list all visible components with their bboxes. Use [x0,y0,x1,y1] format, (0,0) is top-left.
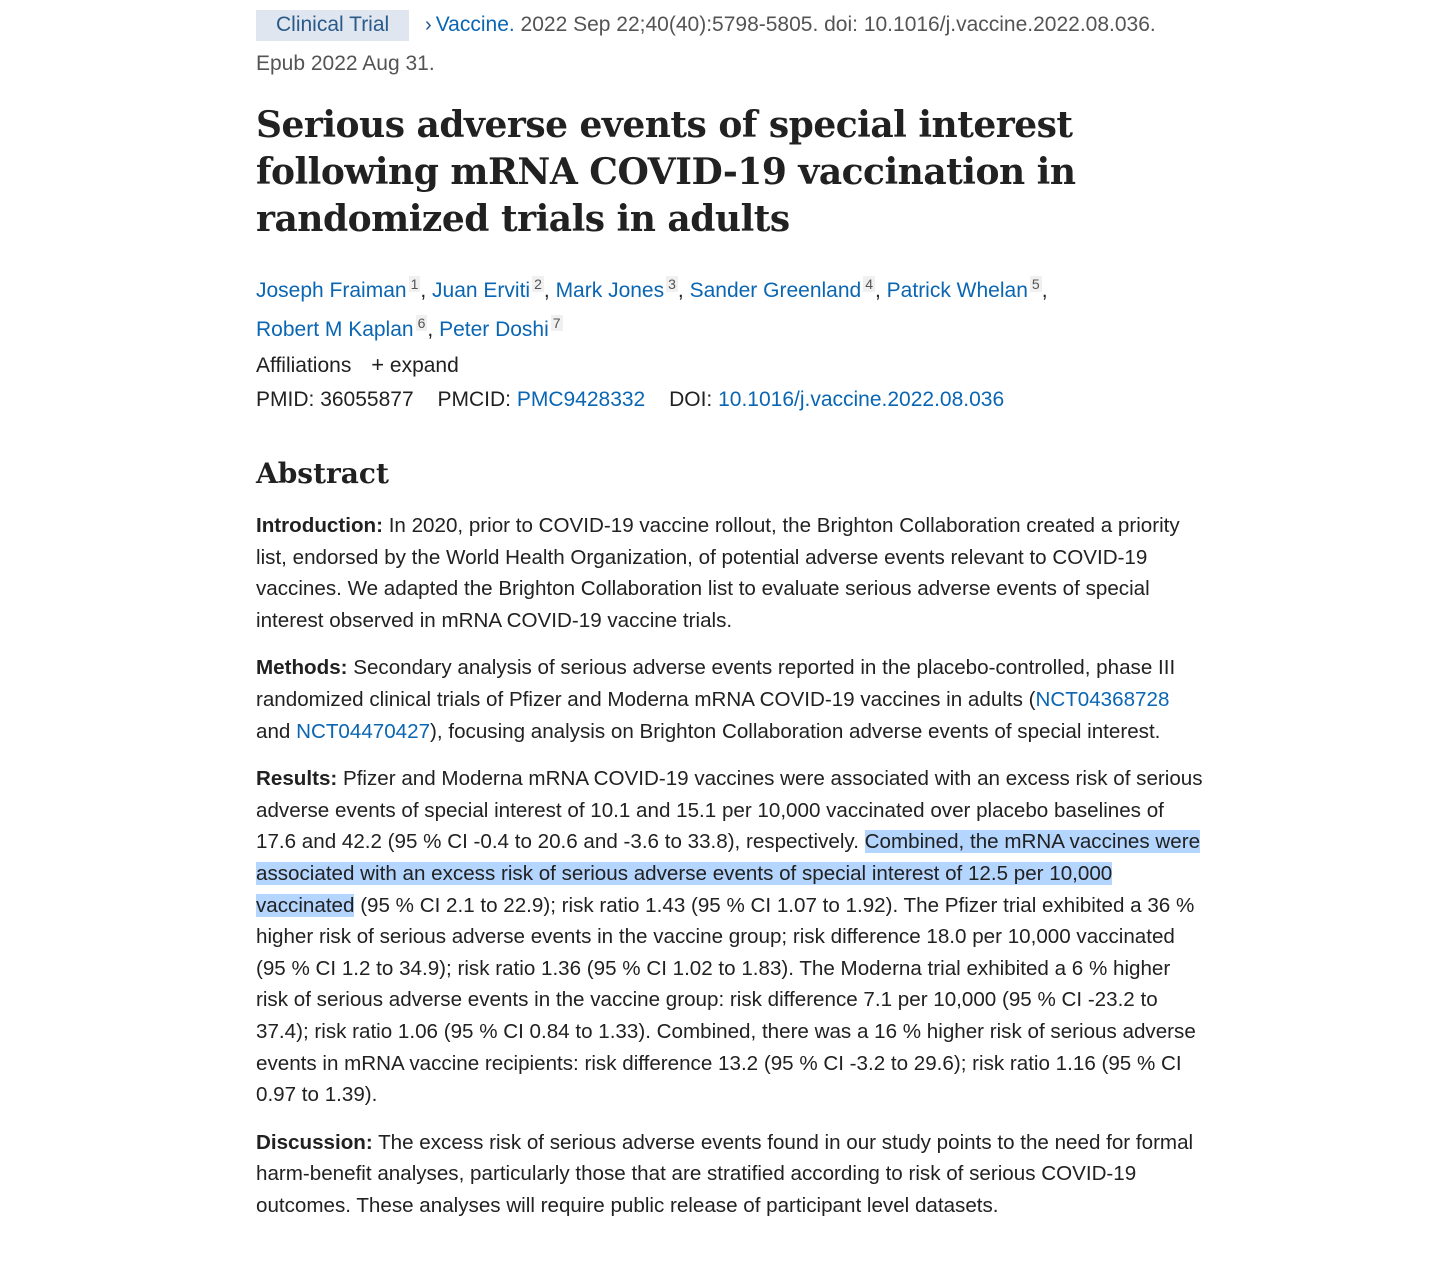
pmid-value: 36055877 [320,388,414,411]
trial-link[interactable]: NCT04470427 [296,719,431,743]
chevron-right-icon: › [425,14,432,36]
affiliation-ref[interactable]: 2 [534,276,542,292]
author-link[interactable]: Patrick Whelan [886,279,1028,302]
author-link[interactable]: Sander Greenland [689,279,862,302]
plus-icon: + [371,352,385,377]
publication-line [256,10,1156,42]
author-link[interactable]: Mark Jones [555,279,665,302]
abstract-results: Results: Pfizer and Moderna mRNA COVID-19 vaccines were associated with an excess risk of serious adverse events of special interest of 10.1 and 15.1 per 10,000 vaccinated over placebo baselines of 17.6 and 42.2 (95 % CI -0.4 to 20.6 and -3.6 to 33.8), respectively. Combined, the mRNA vaccines were associated with an excess risk of serious adverse events of special interest of 12.5 per 10,000 vaccinated (95 % CI 2.1 to 22.9); risk ratio 1.43 (95 % CI 1.07 to 1.92). The Pfizer trial exhibited a 36 % higher risk of serious adverse events in the vaccine group; risk difference 18.0 per 10,000 vaccinated (95 % CI 1.2 to 34.9); risk ratio 1.36 (95 % CI 1.02 to 1.83). The Moderna trial exhibited a 6 % higher risk of serious adverse events in the vaccine group: risk difference 7.1 per 10,000 (95 % CI -23.2 to 37.4); risk ratio 1.06 (95 % CI 0.84 to 1.33). Combined, there was a 16 % higher risk of serious adverse events in mRNA vaccine recipients: risk difference 13.2 (95 % CI -3.2 to 29.6); risk ratio 1.16 (95 % CI 0.97 to 1.39). [256,767,1203,1107]
abstract-body [256,510,1206,1237]
affiliation-ref[interactable]: 7 [552,315,561,331]
section-label: Introduction: [256,514,383,537]
author-item: Joseph Fraiman $^1$, [256,276,433,302]
article-title: Serious adverse events of special interest following mRNA COVID-19 vaccination in randomized trials in adults [256,104,1076,240]
author-item: Sander Greenland $^4$, [689,276,887,302]
author-link[interactable]: Joseph Fraiman [256,279,407,302]
abstract-heading: Abstract [256,457,389,490]
author-link[interactable]: Peter Doshi [439,318,549,341]
author-item: Mark Jones $^3$, [555,276,690,302]
affiliations-toggle[interactable] [256,352,459,378]
abstract-methods: Methods: Secondary analysis of serious adverse events reported in the placebo-controlled, phase III randomized clinical trials of Pfizer and Moderna mRNA COVID-19 vaccines in adults (NCT04368728 and NCT04470427), focusing analysis on Brighton Collaboration adverse events of special interest. [256,656,1176,743]
author-item: Juan Erviti $^2$, [432,276,556,302]
doi-link[interactable]: 10.1016/j.vaccine.2022.08.036 [718,388,1005,411]
pmid-label: PMID: [256,388,315,411]
section-label: Methods: [256,656,348,680]
pmcid-link[interactable]: PMC9428332 [516,388,646,411]
abstract-introduction [256,510,1206,636]
affiliation-ref[interactable]: 6 [417,315,426,331]
author-item [439,315,563,341]
epub-date: Epub 2022 Aug 31. [256,52,435,75]
publication-type-badge[interactable]: Clinical Trial [256,10,409,41]
author-item: Patrick Whelan $^5$, [886,276,1048,302]
section-text: The excess risk of serious adverse events found in our study points to the need for formal harm-benefit analyses, particularly those that are stratified according to risk of serious COVID-19 outcomes. These analyses will require public release of participant level datasets. [256,1130,1194,1217]
author-link[interactable]: Robert M Kaplan [256,318,414,341]
author-link[interactable]: Juan Erviti [432,279,531,302]
author-item: Robert M Kaplan $^6$, [256,315,440,341]
highlighted-text: Combined, the mRNA vaccines were associated with an excess risk of serious adverse events of special interest of 12.5 per 10,000 vaccinated [256,830,1201,917]
trial-link[interactable]: NCT04368728 [1035,687,1170,711]
affiliation-ref[interactable]: 4 [865,276,873,292]
affiliation-ref[interactable]: 1 [410,276,419,292]
expand-label[interactable]: expand [389,354,459,377]
affiliation-ref[interactable]: 3 [668,276,676,292]
journal-link[interactable]: Vaccine. [435,13,515,36]
abstract-discussion [256,1127,1206,1222]
pmcid-label: PMCID: [437,388,511,411]
affiliation-ref[interactable]: 5 [1031,276,1040,292]
citation-text: 2022 Sep 22;40(40):5798-5805. doi: 10.1016/j.vaccine.2022.08.036. [514,13,1156,36]
author-list [256,268,1206,346]
identifiers [256,388,1022,412]
affiliations-label: Affiliations [256,354,352,377]
section-label: Discussion: [256,1130,373,1154]
section-text: In 2020, prior to COVID-19 vaccine rollout, the Brighton Collaboration created a priority list, endorsed by the World Health Organization, of potential adverse events relevant to COVID-19 vaccines. We adapted the Brighton Collaboration list to evaluate serious adverse events of special interest observed in mRNA COVID-19 vaccine trials. [256,514,1180,632]
section-label: Results: [256,767,338,791]
doi-label: DOI: [669,388,713,411]
